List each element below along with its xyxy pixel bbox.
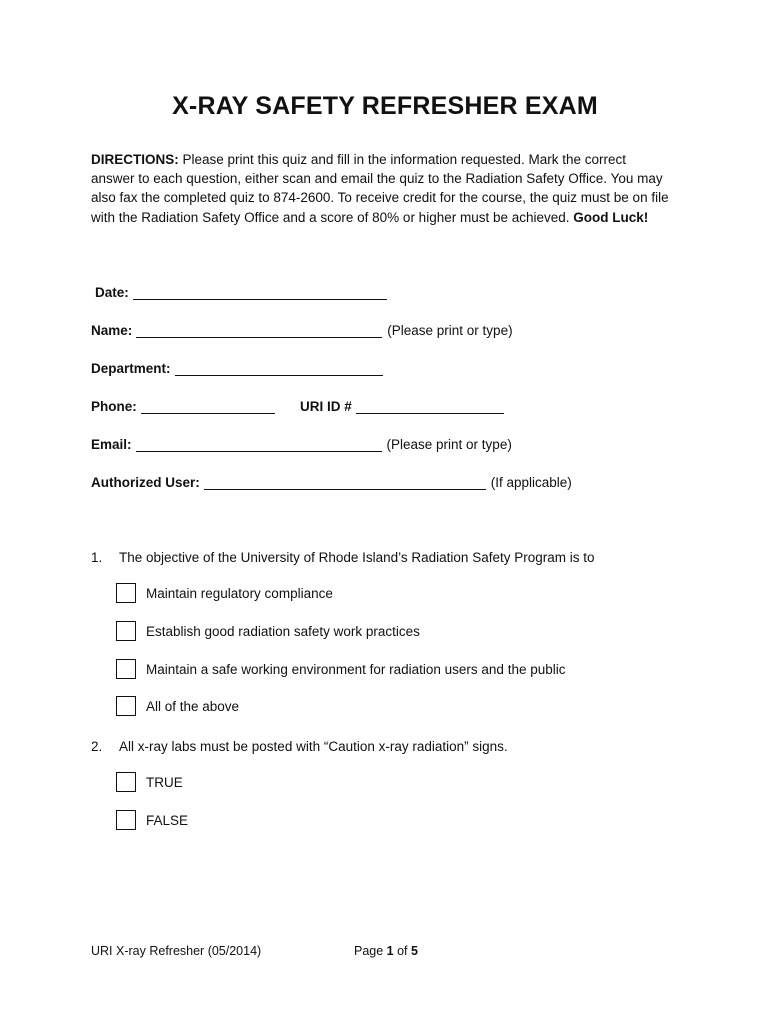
option-label: TRUE <box>146 774 183 790</box>
option-label: Maintain regulatory compliance <box>146 585 333 601</box>
uri-id-field <box>300 399 504 414</box>
directions-text: Please print this quiz and fill in the information requested. Mark the correct answer to each question, either scan and email the quiz to the Radiation Safety Office. You may also fax the completed quiz to 874-2600. To receive credit for the course, the quiz must be on file with the Radiation Safety Office and a score of 80% or higher must be achieved. <box>91 152 669 225</box>
department-input-line[interactable] <box>175 362 383 376</box>
authorized-user-note: (If applicable) <box>490 475 572 490</box>
authorized-user-label: Authorized User: <box>91 475 200 490</box>
option-label: All of the above <box>146 698 240 714</box>
footer-of-word: of <box>393 944 411 958</box>
page-title: X-RAY SAFETY REFRESHER EXAM <box>172 92 598 120</box>
date-input-line[interactable] <box>133 286 387 300</box>
answer-option[interactable] <box>116 621 420 641</box>
directions-paragraph <box>91 150 671 227</box>
question-number: 1. <box>91 550 103 565</box>
option-label: FALSE <box>146 812 189 828</box>
checkbox[interactable] <box>116 621 136 641</box>
authorized-user-input-line[interactable] <box>204 476 486 490</box>
uri-id-input-line[interactable] <box>356 400 504 414</box>
question-number: 2. <box>91 739 103 754</box>
phone-field <box>91 399 275 414</box>
answer-option[interactable] <box>116 696 239 716</box>
answer-option[interactable] <box>116 772 183 792</box>
email-label: Email: <box>91 437 132 452</box>
question-2 <box>91 739 508 754</box>
footer-page-current: 1 <box>386 944 394 958</box>
question-text: The objective of the University of Rhode Island’s Radiation Safety Program is to <box>119 550 595 565</box>
directions-label: DIRECTIONS: <box>91 152 179 167</box>
name-input-line[interactable] <box>136 324 382 338</box>
checkbox[interactable] <box>116 810 136 830</box>
phone-input-line[interactable] <box>141 400 275 414</box>
directions-closing: Good Luck! <box>573 209 649 225</box>
department-label: Department: <box>91 361 171 376</box>
email-field <box>91 437 512 452</box>
checkbox[interactable] <box>116 696 136 716</box>
name-note: (Please print or type) <box>387 323 513 338</box>
option-label: Maintain a safe working environment for radiation users and the public <box>146 661 566 677</box>
question-text: All x-ray labs must be posted with “Caution x-ray radiation” signs. <box>119 739 508 754</box>
footer-doc-label: URI X-ray Refresher (05/2014) <box>91 944 262 958</box>
checkbox[interactable] <box>116 659 136 679</box>
phone-label: Phone: <box>91 399 137 414</box>
answer-option[interactable] <box>116 810 188 830</box>
uri-id-label: URI ID # <box>300 399 352 414</box>
name-label: Name: <box>91 323 133 338</box>
footer-page-total: 5 <box>411 944 418 958</box>
checkbox[interactable] <box>116 583 136 603</box>
answer-option[interactable] <box>116 659 565 679</box>
footer-page-number <box>354 944 418 958</box>
name-field <box>91 323 513 338</box>
date-label: Date: <box>95 285 129 300</box>
question-1 <box>91 550 595 565</box>
authorized-user-field <box>91 475 572 490</box>
date-field <box>95 285 387 300</box>
checkbox[interactable] <box>116 772 136 792</box>
footer-page-word: Page <box>354 944 387 958</box>
answer-option[interactable] <box>116 583 333 603</box>
email-input-line[interactable] <box>136 438 382 452</box>
option-label: Establish good radiation safety work practices <box>146 623 420 639</box>
email-note: (Please print or type) <box>386 437 512 452</box>
department-field <box>91 361 383 376</box>
